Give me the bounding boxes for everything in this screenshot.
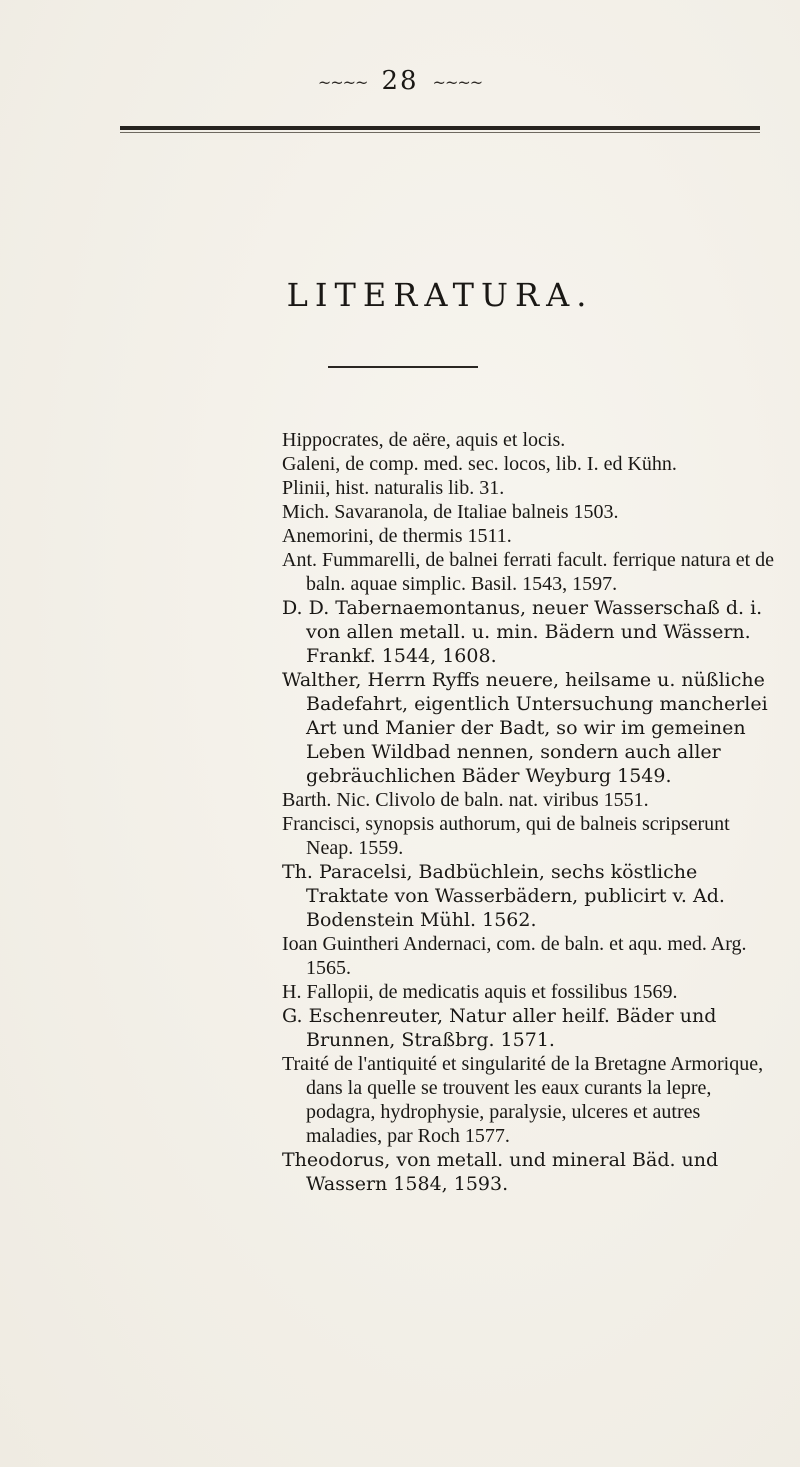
bibliography-entry: D. D. Tabernaemontanus, neuer Wasserschaß d. i. von allen metall. u. min. Bädern und Wässern. Frankf. 1544, 1608.: [282, 597, 763, 667]
bibliography-entry: Ioan Guintheri Andernaci, com. de baln. et aqu. med. Arg. 1565.: [282, 933, 747, 979]
title-rule: [328, 366, 478, 368]
bibliography-entry: G. Eschenreuter, Natur aller heilf. Bäder und Brunnen, Straßbrg. 1571.: [282, 1005, 717, 1051]
bibliography-entry: Th. Paracelsi, Badbüchlein, sechs köstliche Traktate von Wasserbädern, publicirt v. Ad. Bodenstein Mühl. 1562.: [282, 861, 725, 931]
ornament-left: ~~~~: [317, 72, 368, 92]
ornament-right: ~~~~: [432, 72, 483, 92]
header-rule-thin: [120, 132, 760, 133]
header-rule-thick: [120, 126, 760, 130]
bibliography-entry: Theodorus, von metall. und mineral Bäd. und Wassern 1584, 1593.: [282, 1149, 719, 1195]
bibliography-entry: Plinii, hist. naturalis lib. 31.: [282, 477, 505, 499]
bibliography-list: [282, 428, 778, 1196]
bibliography-entry: Francisci, synopsis authorum, qui de balneis scripserunt Neap. 1559.: [282, 813, 730, 859]
bibliography-entry: Anemorini, de thermis 1511.: [282, 525, 512, 547]
page-number: 28: [381, 66, 419, 96]
section-title: LITERATURA.: [286, 276, 594, 314]
bibliography-entry: Galeni, de comp. med. sec. locos, lib. I. ed Kühn.: [282, 453, 677, 475]
page-number-header: [0, 66, 800, 96]
bibliography-entry: Hippocrates, de aëre, aquis et locis.: [282, 429, 566, 451]
bibliography-entry: Mich. Savaranola, de Italiae balneis 1503.: [282, 501, 619, 523]
bibliography-entry: Walther, Herrn Ryffs neuere, heilsame u. nüßliche Badefahrt, eigentlich Untersuchung mancherlei Art und Manier der Badt, so wir im gemeinen Leben Wildbad nennen, sondern auch aller gebräuchlichen Bäder Weyburg 1549.: [282, 669, 768, 787]
bibliography-entry: H. Fallopii, de medicatis aquis et fossilibus 1569.: [282, 981, 678, 1003]
bibliography-entry: Ant. Fummarelli, de balnei ferrati facult. ferrique natura et de baln. aquae simplic. Basil. 1543, 1597.: [282, 549, 775, 595]
bibliography-entry: Traité de l'antiquité et singularité de la Bretagne Armorique, dans la quelle se trouvent les eaux curants la lepre, podagra, hydrophysie, paralysie, ulceres et autres maladies, par Roch 1577.: [282, 1053, 764, 1147]
bibliography-entry: Barth. Nic. Clivolo de baln. nat. viribus 1551.: [282, 789, 649, 811]
